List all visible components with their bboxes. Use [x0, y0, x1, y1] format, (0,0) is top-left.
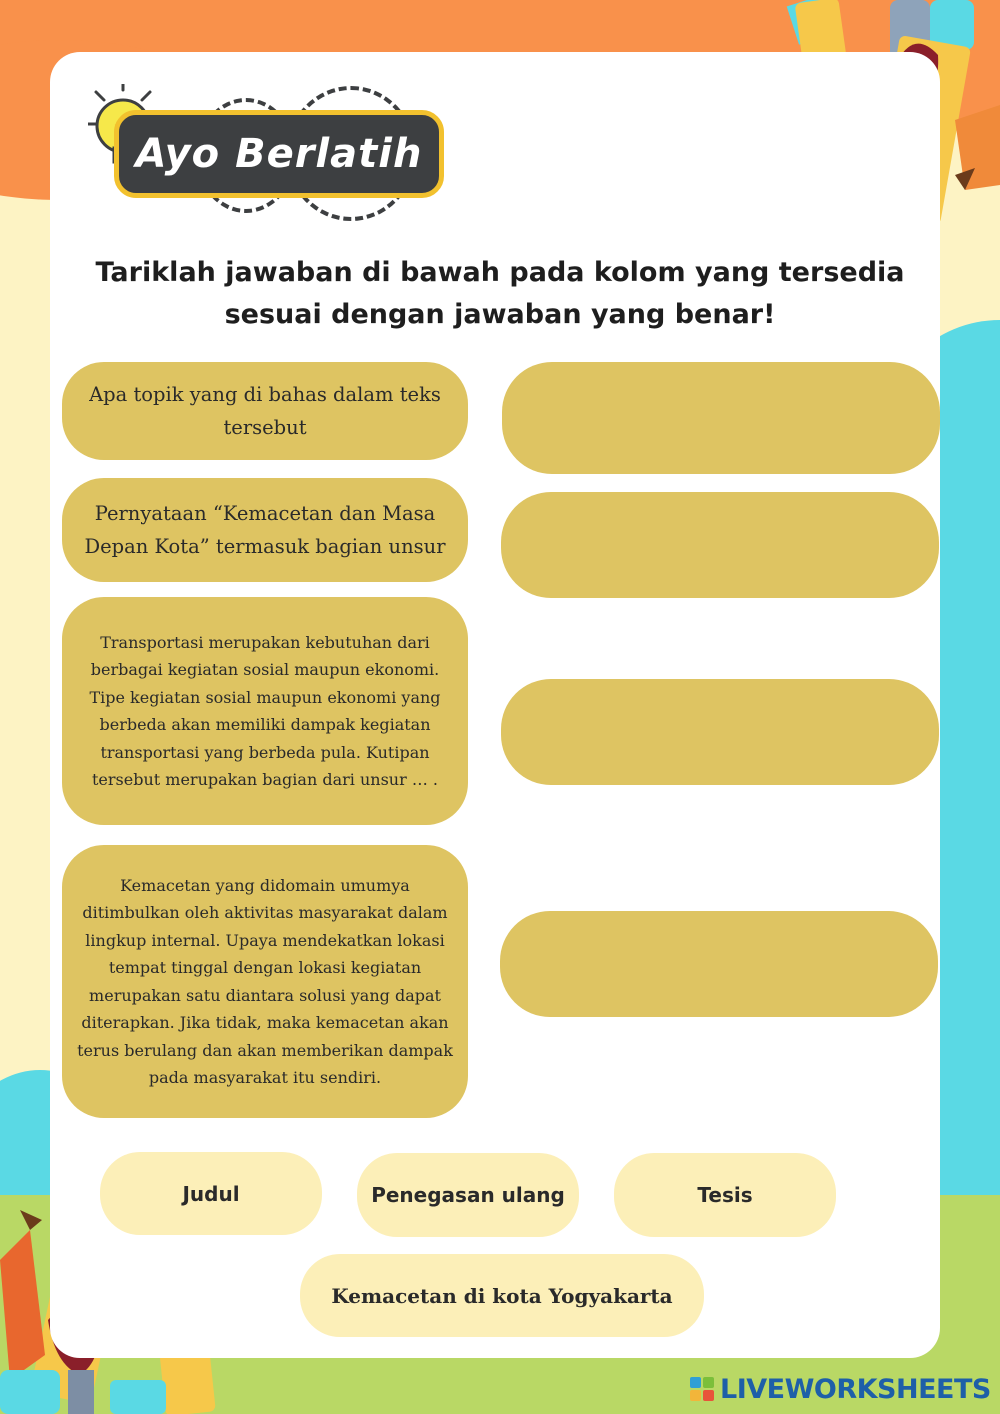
option-kemacetan-di-kota-yogyakarta[interactable]: Kemacetan di kota Yogyakarta [300, 1254, 704, 1337]
question-box-3: Transportasi merupakan kebutuhan dari berbagai kegiatan sosial maupun ekonomi. Tipe kegiatan sosial maupun ekonomi yang berbeda akan memiliki dampak kegiatan transportasi yang berbeda pula. Kutipan tersebut merupakan bagian dari unsur … . [62, 597, 468, 825]
instruction-line-2: sesuai dengan jawaban yang benar! [224, 299, 776, 330]
question-box-1: Apa topik yang di bahas dalam teks tersebut [62, 362, 468, 460]
header-title: Ayo Berlatih [135, 131, 423, 177]
question-box-4: Kemacetan yang didomain umumya ditimbulkan oleh aktivitas masyarakat dalam lingkup internal. Upaya mendekatkan lokasi tempat tinggal dengan lokasi kegiatan merupakan satu diantara solusi yang dapat diterapkan. Jika tidak, maka kemacetan akan terus berulang dan akan memberikan dampak pada masyarakat itu sendiri. [62, 845, 468, 1118]
option-judul[interactable]: Judul [100, 1152, 322, 1235]
header-banner [114, 110, 444, 198]
liveworksheets-blocks-icon [690, 1377, 714, 1401]
instruction-line-1: Tariklah jawaban di bawah pada kolom yang tersedia [95, 257, 905, 288]
answer-drop-zone-3[interactable] [501, 679, 939, 785]
answer-drop-zone-4[interactable] [500, 911, 938, 1017]
liveworksheets-brand: LIVEWORKSHEETS [720, 1373, 991, 1405]
option-penegasan-ulang[interactable]: Penegasan ulang [357, 1153, 579, 1237]
option-tesis[interactable]: Tesis [614, 1153, 836, 1237]
instruction-text [60, 252, 940, 336]
liveworksheets-logo[interactable] [690, 1370, 991, 1408]
question-box-2: Pernyataan “Kemacetan dan Masa Depan Kota” termasuk bagian unsur [62, 478, 468, 582]
answer-drop-zone-1[interactable] [502, 362, 940, 474]
answer-drop-zone-2[interactable] [501, 492, 939, 598]
